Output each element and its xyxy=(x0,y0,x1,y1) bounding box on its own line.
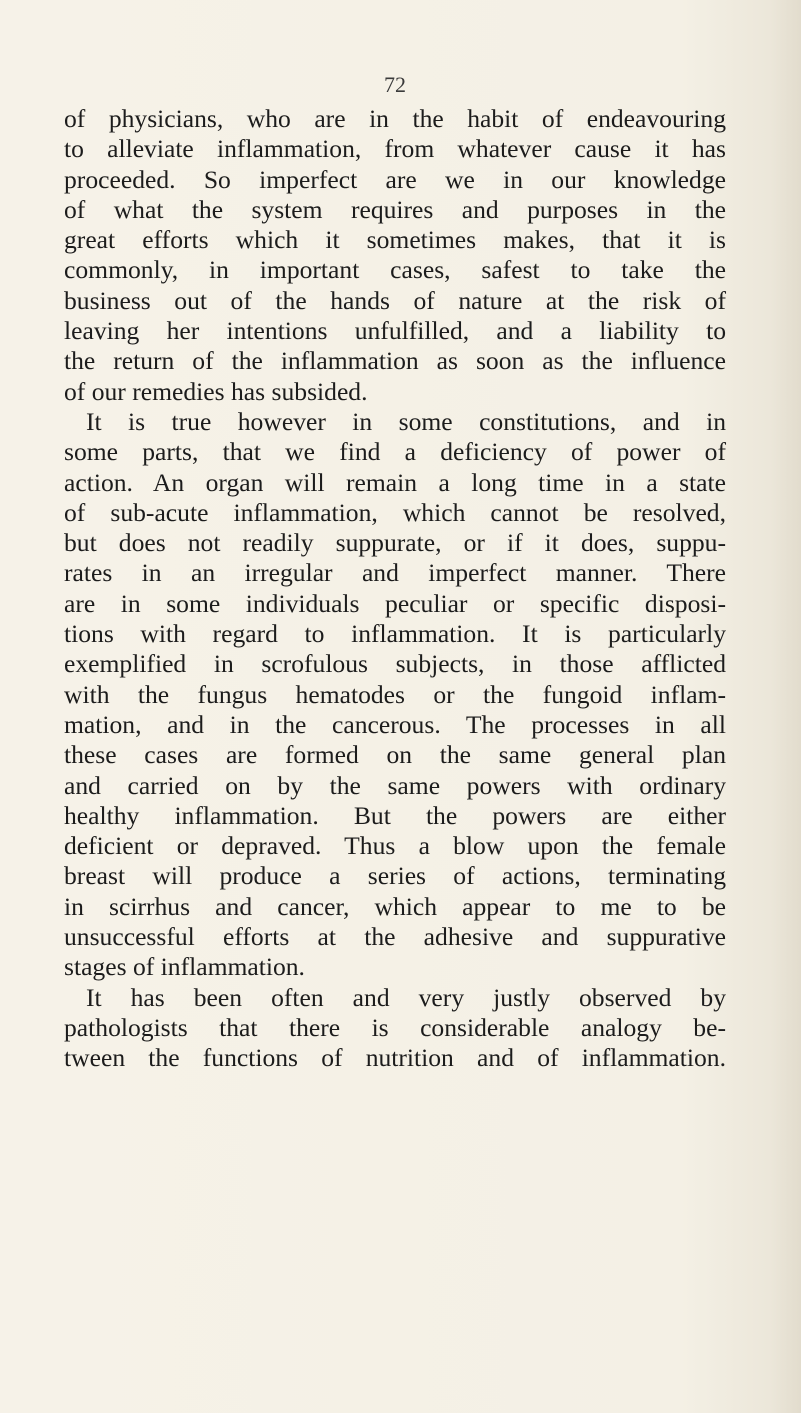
text-line: the return of the inflammation as soon as the influence xyxy=(64,346,726,376)
text-line: tween the functions of nutrition and of inflammation. xyxy=(64,1043,726,1073)
text-line: unsuccessful efforts at the adhesive and suppurative xyxy=(64,922,726,952)
text-line: but does not readily suppurate, or if it does, suppu- xyxy=(64,528,726,558)
text-line: to alleviate inflammation, from whatever cause it has xyxy=(64,134,726,164)
text-line: these cases are formed on the same general plan xyxy=(64,740,726,770)
text-line: stages of inflammation. xyxy=(64,952,305,982)
text-line: business out of the hands of nature at the risk of xyxy=(64,285,726,315)
text-line: leaving her intentions unfulfilled, and a liability to xyxy=(64,316,726,346)
text-line: proceeded. So imperfect are we in our knowledge xyxy=(64,164,726,194)
text-line: of what the system requires and purposes in the xyxy=(64,194,726,224)
text-line: and carried on by the same powers with ordinary xyxy=(64,770,726,800)
text-line: breast will produce a series of actions, terminating xyxy=(64,861,726,891)
text-line: great efforts which it sometimes makes, that it is xyxy=(64,225,726,255)
text-line: mation, and in the cancerous. The processes in all xyxy=(64,709,726,739)
text-line: pathologists that there is considerable analogy be- xyxy=(64,1012,726,1042)
text-line: deficient or depraved. Thus a blow upon the female xyxy=(64,831,726,861)
text-line: tions with regard to inflammation. It is particularly xyxy=(64,619,726,649)
text-line: are in some individuals peculiar or specific disposi- xyxy=(64,588,726,618)
text-line: exemplified in scrofulous subjects, in those afflicted xyxy=(64,649,726,679)
text-line: healthy inflammation. But the powers are either xyxy=(64,800,726,830)
text-line: action. An organ will remain a long time in a state xyxy=(64,467,726,497)
page-number: 72 xyxy=(384,72,406,97)
text-line: of physicians, who are in the habit of endeavouring xyxy=(64,104,726,133)
body-text xyxy=(64,104,726,1074)
text-line: rates in an irregular and imperfect manner. There xyxy=(64,558,726,588)
paragraph-start-line: It is true however in some constitutions, and in xyxy=(86,406,726,436)
text-line: of our remedies has subsided. xyxy=(64,376,368,406)
text-line: commonly, in important cases, safest to take the xyxy=(64,255,726,285)
text-line: some parts, that we find a deficiency of power of xyxy=(64,437,726,467)
text-line: in scirrhus and cancer, which appear to me to be xyxy=(64,891,726,921)
text-line: with the fungus hematodes or the fungoid inflam- xyxy=(64,679,726,709)
paragraph-start-line: It has been often and very justly observed by xyxy=(86,982,726,1012)
text-line: of sub-acute inflammation, which cannot be resolved, xyxy=(64,497,726,527)
